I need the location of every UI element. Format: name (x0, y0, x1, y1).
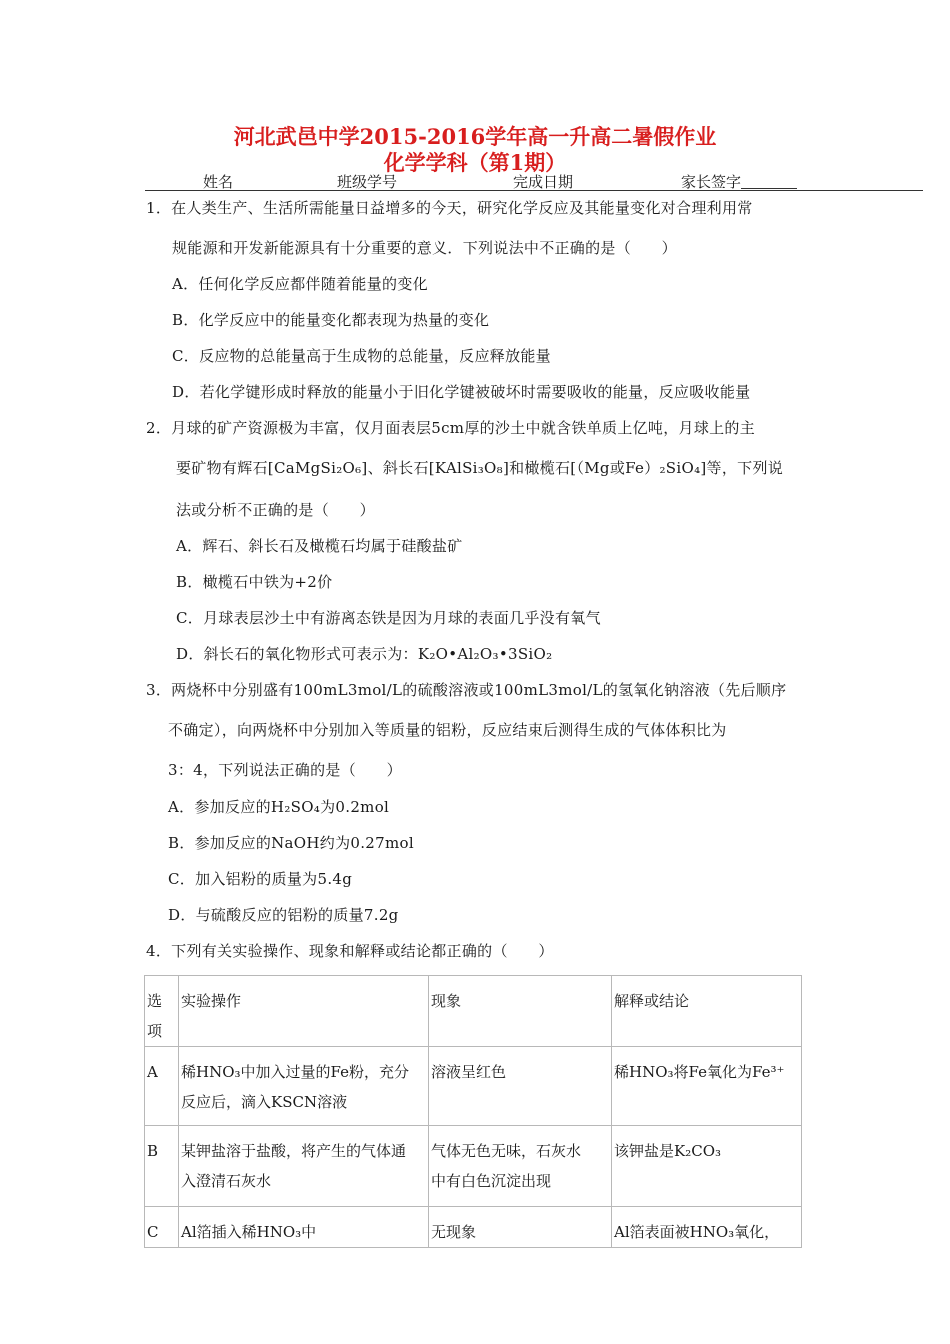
question-1-option-d: D．若化学键形成时释放的能量小于旧化学键被破坏时需要吸收的能量，反应吸收能量 (172, 383, 751, 401)
question-2-option-a: A．辉石、斜长石及橄榄石均属于硅酸盐矿 (176, 537, 463, 555)
name-label: 姓名 (203, 173, 234, 191)
question-2-line-1: 2．月球的矿产资源极为丰富，仅月面表层5cm厚的沙土中就含铁单质上亿吨，月球上的主 (146, 419, 756, 437)
class-label: 班级学号 (337, 173, 398, 191)
row-option: B (145, 1126, 179, 1207)
row-option: C (145, 1207, 179, 1248)
question-3-line-3: 3：4，下列说法正确的是（ ） (168, 761, 402, 779)
question-2-line-3: 法或分析不正确的是（ ） (176, 501, 375, 519)
table-header-row (145, 976, 802, 1047)
header-divider (145, 190, 923, 191)
row-option: A (145, 1047, 179, 1126)
page-subtitle: 化学学科（第1期） (383, 150, 567, 175)
question-3-option-c: C．加入铝粉的质量为5.4g (168, 870, 353, 888)
question-2-option-c: C．月球表层沙土中有游离态铁是因为月球的表面几乎没有氧气 (176, 609, 601, 627)
question-1-line-2: 规能源和开发新能源具有十分重要的意义．下列说法中不正确的是（ ） (172, 239, 677, 257)
question-3-option-b: B．参加反应的NaOH约为0.27mol (168, 834, 414, 852)
question-3-line-1: 3．两烧杯中分别盛有100mL3mol/L的硫酸溶液或100mL3mol/L的氢氧化钠溶液（先后顺序 (146, 681, 787, 699)
row-operation: 某钾盐溶于盐酸，将产生的气体通 入澄清石灰水 (179, 1126, 429, 1207)
table-row (145, 1207, 802, 1248)
question-3-line-2: 不确定），向两烧杯中分别加入等质量的铝粉，反应结束后测得生成的气体体积比为 (168, 721, 727, 739)
row-conclusion: 该钾盐是K₂CO₃ (612, 1126, 802, 1207)
row-operation: 稀HNO₃中加入过量的Fe粉，充分 反应后，滴入KSCN溶液 (179, 1047, 429, 1126)
question-1-line-1: 1．在人类生产、生活所需能量日益增多的今天，研究化学反应及其能量变化对合理利用常 (146, 199, 753, 217)
row-phenomenon: 溶液呈红色 (429, 1047, 612, 1126)
table-header-option: 选项 (145, 976, 179, 1047)
parent-signature-label: 家长签字 (681, 173, 742, 191)
row-phenomenon: 无现象 (429, 1207, 612, 1248)
question-1-option-a: A．任何化学反应都伴随着能量的变化 (172, 275, 428, 293)
experiment-table (144, 975, 802, 1248)
row-conclusion: Al箔表面被HNO₃氧化， (612, 1207, 802, 1248)
question-3-option-a: A．参加反应的H₂SO₄为0.2mol (168, 798, 390, 816)
question-4-line-1: 4．下列有关实验操作、现象和解释或结论都正确的（ ） (146, 942, 554, 960)
table-header-phenomenon: 现象 (429, 976, 612, 1047)
question-3-option-d: D．与硫酸反应的铝粉的质量7.2g (168, 906, 399, 924)
question-1-option-b: B．化学反应中的能量变化都表现为热量的变化 (172, 311, 490, 329)
date-label: 完成日期 (513, 173, 574, 191)
row-operation: Al箔插入稀HNO₃中 (179, 1207, 429, 1248)
table-header-conclusion: 解释或结论 (612, 976, 802, 1047)
signature-blank[interactable] (741, 174, 797, 189)
question-1-option-c: C．反应物的总能量高于生成物的总能量，反应释放能量 (172, 347, 551, 365)
row-conclusion: 稀HNO₃将Fe氧化为Fe³⁺ (612, 1047, 802, 1126)
question-2-line-2: 要矿物有辉石[CaMgSi₂O₆]、斜长石[KAlSi₃O₈]和橄榄石[（Mg或Fe）₂SiO₄]等，下列说 (176, 459, 784, 477)
page-title: 河北武邑中学2015-2016学年高一升高二暑假作业 (233, 124, 717, 149)
table-header-operation: 实验操作 (179, 976, 429, 1047)
table-row (145, 1126, 802, 1207)
question-2-option-b: B．橄榄石中铁为+2价 (176, 573, 333, 591)
table-row (145, 1047, 802, 1126)
question-2-option-d: D．斜长石的氧化物形式可表示为：K₂O•Al₂O₃•3SiO₂ (176, 645, 553, 663)
row-phenomenon: 气体无色无味，石灰水 中有白色沉淀出现 (429, 1126, 612, 1207)
